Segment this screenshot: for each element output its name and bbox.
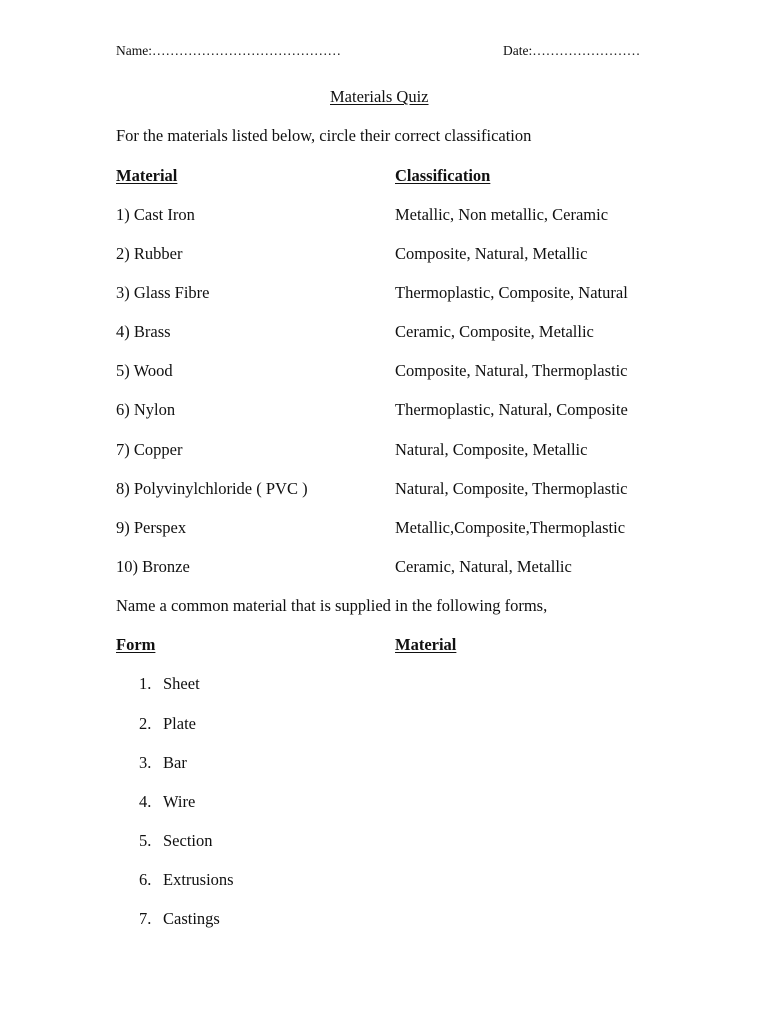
classification-options: Natural, Composite, Thermoplastic [395,479,628,498]
form-item: Extrusions [163,870,234,889]
form-item: Sheet [163,674,200,693]
column-header-classification: Classification [395,166,491,185]
classification-options: Composite, Natural, Thermoplastic [395,361,628,380]
instruction-circle-classification: For the materials listed below, circle their correct classification [116,126,532,145]
page-title: Materials Quiz [330,87,429,106]
form-number: 4. [139,792,152,811]
form-number: 1. [139,674,152,693]
form-item: Bar [163,753,187,772]
classification-options: Ceramic, Composite, Metallic [395,322,594,341]
column-header-material: Material [116,166,178,185]
classification-options: Thermoplastic, Composite, Natural [395,283,628,302]
classification-options: Ceramic, Natural, Metallic [395,557,572,576]
date-field: Date:…………………… [503,43,641,58]
material-item: 7) Copper [116,440,183,459]
classification-options: Composite, Natural, Metallic [395,244,588,263]
form-item: Section [163,831,213,850]
material-item: 2) Rubber [116,244,183,263]
form-number: 7. [139,909,152,928]
material-item: 9) Perspex [116,518,187,537]
form-number: 6. [139,870,152,889]
material-item: 5) Wood [116,361,173,380]
column-header-material-answer: Material [395,635,457,654]
form-item: Wire [163,792,196,811]
form-number: 5. [139,831,152,850]
form-item: Plate [163,714,196,733]
name-field: Name:…………………………………… [116,43,341,58]
material-item: 10) Bronze [116,557,190,576]
material-item: 1) Cast Iron [116,205,195,224]
material-item: 3) Glass Fibre [116,283,210,302]
instruction-name-material: Name a common material that is supplied in the following forms, [116,596,548,615]
classification-options: Natural, Composite, Metallic [395,440,588,459]
form-number: 3. [139,753,152,772]
form-number: 2. [139,714,152,733]
form-item: Castings [163,909,220,928]
material-item: 8) Polyvinylchloride ( PVC ) [116,479,308,498]
classification-options: Metallic,Composite,Thermoplastic [395,518,626,537]
material-item: 6) Nylon [116,400,176,419]
column-header-form: Form [116,635,156,654]
material-item: 4) Brass [116,322,171,341]
classification-options: Metallic, Non metallic, Ceramic [395,205,609,224]
classification-options: Thermoplastic, Natural, Composite [395,400,628,419]
